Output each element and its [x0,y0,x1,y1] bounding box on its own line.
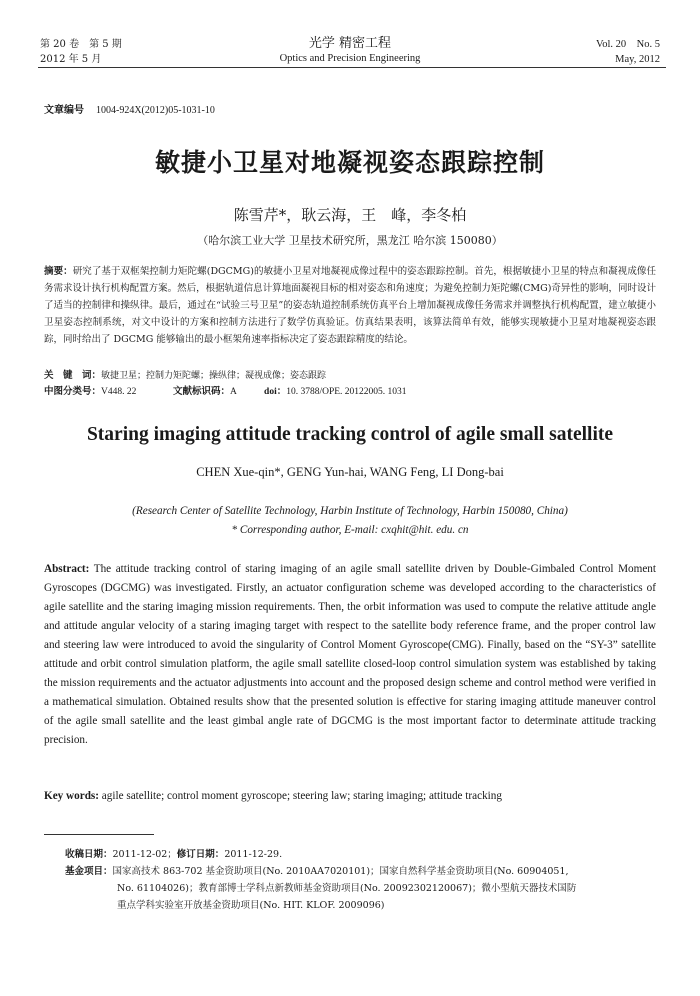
journal-name-cn: 光学 精密工程 [308,36,392,51]
footnote [65,846,576,914]
received-value: 2011-12-02； [112,849,177,860]
abstract-cn-text: 研究了基于双框架控制力矩陀螺(DGCMG)的敏捷小卫星对地凝视成像过程中的姿态跟踪控制。首先，根据敏捷小卫星的特点和凝视成像任务需求设计执行机构配置方案。然后，根据轨道信息计算地面凝视目标的相对姿态和角速度；为避免控制力矩陀螺(CMG)奇异性的影响，同时设计了适当的控制律和操纵律。最后，通过在“试验三号卫星”的姿态轨道控制系统仿真平台上增加凝视成像任务需求并调整执行机构配置，建立敏捷小卫星姿态控制系统，对文中设计的方案和控制方法进行了数学仿真验证。仿真结果表明，该算法简单有效，能够实现敏捷小卫星对地凝视姿态跟踪，同时给出了 DGCMG 能够输出的最小框架角速率指标决定了姿态跟踪精度的结论。 [44,266,656,345]
journal-volume-issue: 第 20 卷 第 5 期 [40,39,122,50]
journal-date-cn: 2012 年 5 月 [40,54,102,65]
header-rule [38,67,666,68]
received-label: 收稿日期： [65,849,113,860]
keywords-cn-text: 敏捷卫星；控制力矩陀螺；操纵律；凝视成像；姿态跟踪 [101,371,327,381]
corresponding-author: * Corresponding author, E-mail: cxqhit@hit. edu. cn [231,524,469,536]
authors-en: CHEN Xue-qin*, GENG Yun-hai, WANG Feng, LI Dong-bai [196,465,504,479]
doi-label: doi： [264,387,287,397]
keywords-en-label: Key words: [44,790,99,802]
fund-label: 基金项目： [65,866,113,877]
fund-line-2: No. 61104026)；教育部博士学科点新教师基金资助项目(No. 20092302120067)；微小型航天器技术国防 [117,883,577,894]
article-number-label: 文章编号 [44,105,84,116]
doc-code-value: A [230,387,237,397]
abstract-cn [44,263,656,348]
affiliation-en: (Research Center of Satellite Technology, Harbin Institute of Technology, Harbin 150080, China) [132,505,568,517]
authors-cn: 陈雪芹*，耿云海，王 峰，李冬柏 [233,206,467,224]
journal-date-en: May, 2012 [615,54,660,65]
doi-value: 10. 3788/OPE. 20122005. 1031 [286,387,407,397]
abstract-en-text: The attitude tracking control of staring imaging of an agile small satellite driven by Double-Gimbaled Control Moment Gyroscopes (DGCMG) was investigated. Firstly, an actuator configuration scheme was developed according to the characteristics of agile satellite and the staring imaging mission requirements. Then, the orbit information was used to compute the relative attitude angle and attitude angular velocity of a staring imaging target with respect to the satellite body reference frame, and the proper control law and steering law were introduced to avoid the singularity of Control Moment Gyroscope(CMG). Finally, based on the “SY-3” satellite attitude and orbit control simulation platform, the agile small satellite closed-loop control simulation system was established by taking the mission requirements and the actuator adjustments into account and the proposed design scheme and control method were verified in a mathematical simulation. Obtained results show that the presented solution is effective for staring imaging attitude maneuver control of the agile small satellite and the least gimbal angle rate of DGCMG is the most important factor to determinate attitude tracking precision. [44,563,656,746]
keywords-en [44,787,502,806]
affiliation-cn: （哈尔滨工业大学 卫星技术研究所，黑龙江 哈尔滨 150080） [197,234,503,247]
footnote-rule [44,834,154,835]
keywords-cn-label: 关 键 词： [44,370,102,381]
revised-value: 2011-12-29. [224,849,283,860]
header-right [596,38,660,67]
fund-line-1: 国家高技术 863-702 基金资助项目(No. 2010AA7020101)；国家自然科学基金资助项目(No. 60904051, [112,866,569,877]
fund-line-3: 重点学科实验室开放基金资助项目(No. HIT. KLOF. 2009096) [117,900,385,911]
footnote-fund [65,863,576,880]
title-en: Staring imaging attitude tracking control of agile small satellite [86,424,614,445]
journal-name-en: Optics and Precision Engineering [279,53,421,64]
title-cn: 敏捷小卫星对地凝视姿态跟踪控制 [154,148,545,177]
abstract-cn-label: 摘要： [44,266,73,277]
journal-volume-en: Vol. 20 No. 5 [596,39,660,50]
keywords-cn [44,368,326,384]
header-left [40,38,122,67]
clc-value: V448. 22 [101,387,137,397]
classification-line [44,384,407,400]
keywords-en-text: agile satellite; control moment gyroscope; steering law; staring imaging; attitude tracking [99,790,502,802]
doc-code-label: 文献标识码： [173,386,231,397]
header-center [200,36,500,66]
footnote-dates [65,846,576,863]
abstract-en [44,560,656,750]
abstract-en-label: Abstract: [44,563,90,575]
article-number-value: 1004-924X(2012)05-1031-10 [96,105,215,116]
clc-label: 中图分类号： [44,386,102,397]
revised-label: 修订日期： [176,849,225,860]
article-number [44,101,215,116]
